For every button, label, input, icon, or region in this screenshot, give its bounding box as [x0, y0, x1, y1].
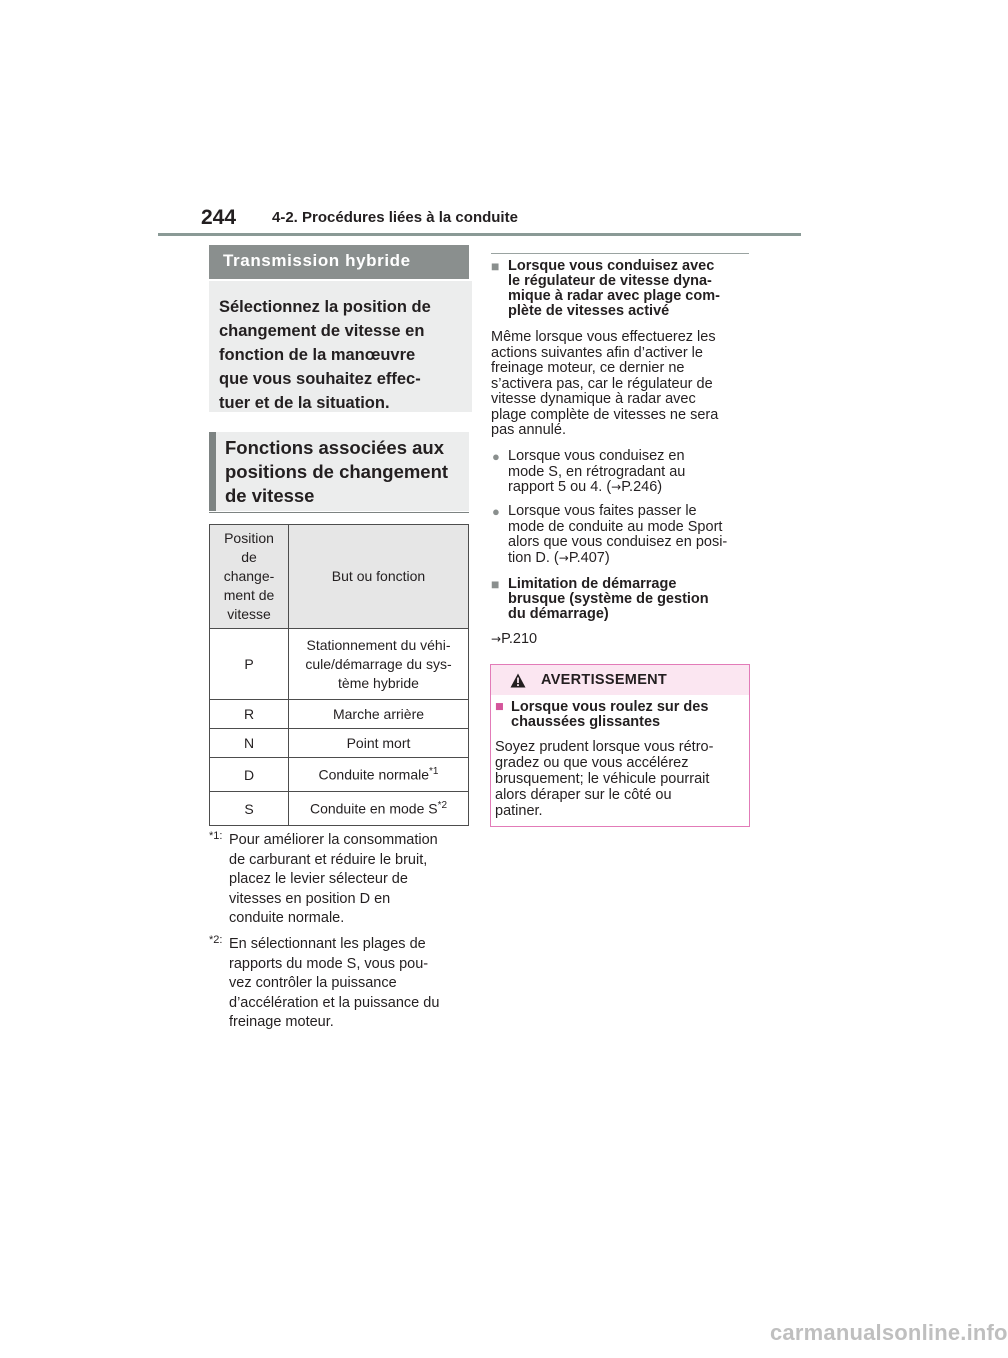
- list-item-line: alors que vous conduisez en posi-: [508, 534, 728, 550]
- functions-heading-line: de vitesse: [225, 485, 315, 506]
- right-arrow-icon: →: [491, 632, 502, 646]
- footnote-line: Pour améliorer la consommation: [229, 832, 438, 848]
- purpose-cell: [289, 629, 469, 700]
- footnote-line: de carburant et réduire le bruit,: [229, 851, 428, 868]
- warning-subheading: [495, 700, 745, 730]
- footnote-line: d’accélération et la puissance du: [229, 994, 440, 1011]
- footnote-line: conduite normale.: [229, 910, 345, 926]
- page-number: 244: [201, 206, 237, 229]
- footnote-ref: *1: [429, 766, 439, 778]
- header-purpose: But ou fonction: [289, 525, 469, 629]
- footnote-2: [209, 935, 471, 1033]
- header-position-line: de: [241, 549, 257, 565]
- square-bullet-icon: ■: [491, 576, 500, 592]
- header-position-line: vitesse: [227, 606, 271, 622]
- subheading-start-control: [491, 577, 751, 622]
- intro-line: fonction de la manœuvre: [219, 346, 416, 364]
- right-arrow-icon: →: [611, 480, 622, 494]
- functions-rule: [209, 512, 469, 513]
- intro-line: tuer et de la situation.: [219, 394, 390, 412]
- purpose-line: cule/démarrage du sys-: [305, 655, 452, 672]
- page-reference[interactable]: P.407): [568, 549, 610, 566]
- square-bullet-icon: ■: [495, 699, 504, 715]
- subheading-line: Lorsque vous conduisez avec: [508, 258, 715, 274]
- subheading-line: mique à radar avec plage com-: [508, 288, 720, 304]
- header-rule: [158, 233, 801, 236]
- warning-text-line: brusquement; le véhicule pourrait: [495, 771, 710, 787]
- list-item-line: mode S, en rétrogradant au: [508, 463, 686, 480]
- position-cell: P: [210, 629, 289, 700]
- intro-box: [209, 281, 472, 412]
- footnote-line: vitesses en position D en: [229, 890, 391, 907]
- warning-subheading-line: chaussées glissantes: [511, 714, 661, 730]
- watermark: carmanualsonline.info: [770, 1320, 1008, 1345]
- list-item-fragment: rapport 5 ou 4. (: [508, 479, 612, 495]
- purpose-cell: Point mort: [289, 729, 469, 758]
- paragraph-line: plage complète de vitesses ne sera: [491, 406, 719, 423]
- paragraph: [491, 330, 753, 439]
- functions-heading: [209, 432, 469, 511]
- subheading-radar-cruise: [491, 259, 751, 319]
- warning-text-line: alors déraper sur le côté ou: [495, 787, 672, 803]
- footnote-line: rapports du mode S, vous pou-: [229, 955, 429, 972]
- paragraph-line: vitesse dynamique à radar avec: [491, 391, 696, 407]
- header-position-line: Position: [224, 530, 274, 546]
- purpose-cell: [289, 758, 469, 792]
- header-position-line: ment de: [223, 587, 275, 603]
- purpose-line: tème hybride: [338, 674, 419, 691]
- intro-line: Sélectionnez la position de: [219, 298, 431, 316]
- subheading-text: [508, 577, 751, 622]
- warning-text-line: patiner.: [495, 803, 543, 819]
- subheading-line: plète de vitesses activé: [508, 303, 670, 319]
- warning-text-line: gradez ou que vous accélérez: [495, 755, 689, 771]
- section-title: 4-2. Procédures liées à la conduite: [272, 209, 518, 226]
- list-item-text: [508, 449, 753, 496]
- intro-line: changement de vitesse en: [219, 322, 425, 340]
- position-cell: S: [210, 792, 289, 826]
- footnote-line: freinage moteur.: [229, 1014, 334, 1030]
- table-row: [210, 758, 469, 792]
- paragraph-line: freinage moteur, ce dernier ne: [491, 360, 685, 376]
- functions-heading-line: positions de changement: [225, 461, 449, 482]
- list-item-fragment: tion D. (: [508, 549, 559, 566]
- footnote-text: [229, 935, 471, 1033]
- table-row: [210, 700, 469, 729]
- purpose-text: Conduite en mode S: [309, 800, 438, 817]
- footnote-1: [209, 831, 471, 929]
- list-item-line: [508, 480, 753, 496]
- page-reference-line: [491, 632, 753, 648]
- purpose-line: Stationnement du véhi-: [306, 636, 451, 653]
- warning-header: [491, 665, 749, 695]
- section-banner: Transmission hybride: [209, 245, 469, 279]
- intro-line: que vous souhaitez effec-: [219, 370, 421, 388]
- purpose-text: Conduite normale: [318, 766, 430, 783]
- table-row: [210, 629, 469, 700]
- column-rule: [491, 253, 749, 254]
- warning-title: AVERTISSEMENT: [541, 672, 668, 688]
- warning-text: [495, 739, 749, 819]
- functions-heading-line: Fonctions associées aux: [225, 437, 445, 458]
- footnote-line: placez le levier sélecteur de: [229, 871, 408, 887]
- subheading-text: [508, 259, 751, 319]
- round-bullet-icon: ●: [492, 504, 500, 519]
- subheading-line: brusque (système de gestion: [508, 591, 709, 607]
- footnote-line: vez contrôler la puissance: [229, 975, 397, 991]
- header-position: [210, 525, 289, 629]
- list-item: [491, 504, 753, 566]
- subheading-line: du démarrage): [508, 606, 609, 622]
- list-item-line: mode de conduite au mode Sport: [508, 518, 723, 535]
- list-item: [491, 449, 753, 496]
- footnote-ref: *2: [437, 800, 448, 812]
- list-item-line: Lorsque vous faites passer le: [508, 503, 697, 519]
- paragraph-line: s’activera pas, car le régulateur de: [491, 375, 713, 392]
- header-position-line: change-: [223, 568, 275, 584]
- paragraph-line: actions suivantes afin d’activer le: [491, 344, 703, 361]
- table-row: [210, 792, 469, 826]
- warning-box: [490, 664, 750, 827]
- page-reference[interactable]: P.246): [621, 479, 663, 495]
- warning-subheading-text: [511, 700, 745, 730]
- square-bullet-icon: ■: [491, 258, 500, 274]
- subheading-line: le régulateur de vitesse dyna-: [508, 273, 712, 289]
- warning-subheading-line: Lorsque vous roulez sur des: [511, 699, 709, 715]
- right-arrow-icon: →: [558, 550, 569, 565]
- position-cell: N: [210, 729, 289, 758]
- page-reference[interactable]: P.210: [501, 631, 538, 647]
- list-item-text: [508, 504, 753, 566]
- warning-text-line: Soyez prudent lorsque vous rétro-: [495, 739, 714, 755]
- subheading-line: Limitation de démarrage: [508, 576, 677, 592]
- paragraph-line: pas annulé.: [491, 422, 566, 438]
- table-row: [210, 729, 469, 758]
- table-header-row: [210, 525, 469, 629]
- footnote-marker: *2:: [209, 934, 223, 946]
- position-cell: D: [210, 758, 289, 792]
- paragraph-line: Même lorsque vous effectuerez les: [491, 329, 716, 345]
- purpose-cell: [289, 792, 469, 826]
- list-item-line: Lorsque vous conduisez en: [508, 448, 685, 464]
- warning-triangle-icon: [510, 673, 526, 688]
- purpose-cell: Marche arrière: [289, 700, 469, 729]
- footnote-marker: *1:: [209, 830, 223, 842]
- shift-position-table: [209, 524, 469, 826]
- list-item-line: [508, 551, 753, 567]
- round-bullet-icon: ●: [492, 449, 500, 464]
- position-cell: R: [210, 700, 289, 729]
- footnote-text: [229, 831, 471, 929]
- footnote-line: En sélectionnant les plages de: [229, 936, 426, 952]
